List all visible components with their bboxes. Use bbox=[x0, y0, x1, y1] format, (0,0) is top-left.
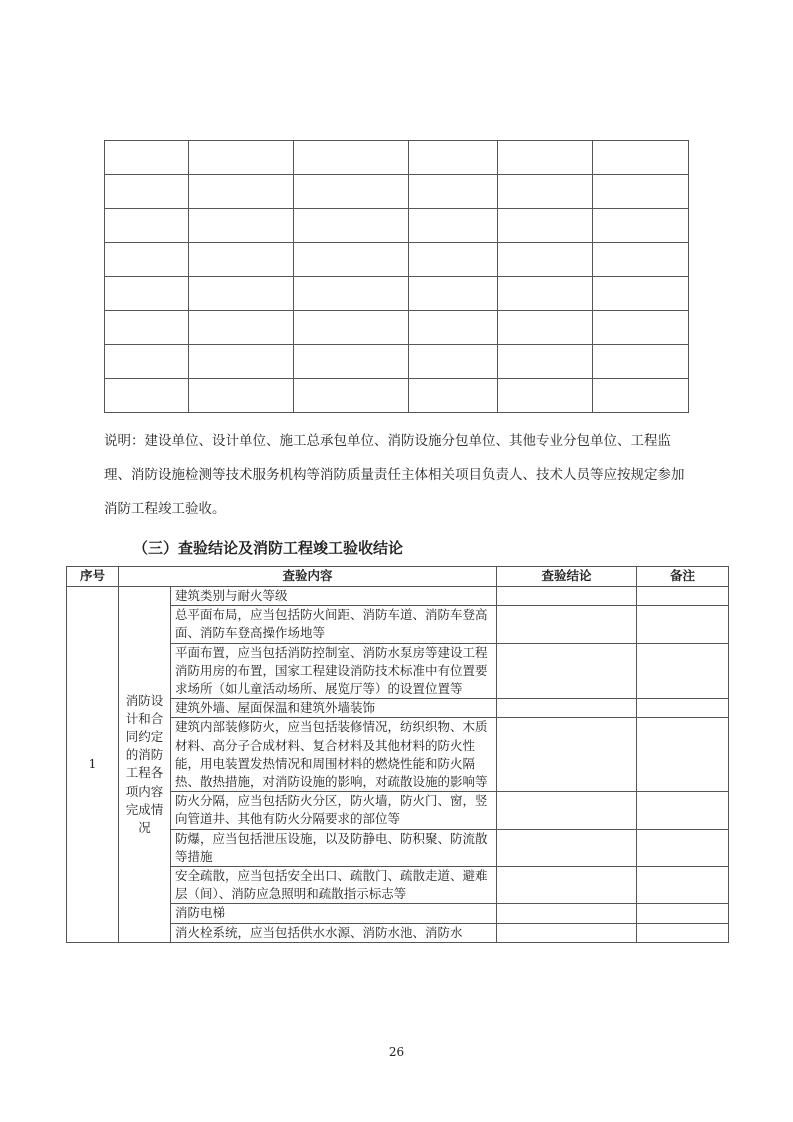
empty-cell bbox=[497, 379, 592, 413]
remarks-cell bbox=[637, 643, 729, 699]
empty-cell bbox=[294, 311, 409, 345]
empty-cell bbox=[189, 379, 294, 413]
section-title: （三）查验结论及消防工程竣工验收结论 bbox=[133, 539, 404, 557]
empty-cell bbox=[189, 243, 294, 277]
seq-cell: 1 bbox=[67, 587, 119, 943]
empty-cell bbox=[189, 277, 294, 311]
empty-cell bbox=[105, 175, 189, 209]
empty-cell bbox=[497, 141, 592, 175]
empty-cell bbox=[294, 243, 409, 277]
content-cell: 防火分隔，应当包括防火分区，防火墙，防火门、窗，竖向管道井、其他有防火分隔要求的部位等 bbox=[171, 792, 497, 829]
empty-cell bbox=[497, 277, 592, 311]
page-number: 26 bbox=[388, 1045, 405, 1059]
conclusion-cell bbox=[497, 699, 637, 718]
empty-cell bbox=[189, 175, 294, 209]
empty-cell bbox=[497, 175, 592, 209]
note-paragraph: 说明：建设单位、设计单位、施工总承包单位、消防设施分包单位、其他专业分包单位、工程监理、消防设施检测等技术服务机构等消防质量责任主体相关项目负责人、技术人员等应按规定参加消防工程竣工验收。 bbox=[104, 433, 685, 517]
content-cell: 安全疏散，应当包括安全出口、疏散门、疏散走道、避难层（间）、消防应急照明和疏散指示标志等 bbox=[171, 867, 497, 904]
remarks-cell bbox=[637, 587, 729, 606]
conclusion-cell bbox=[497, 718, 637, 792]
table-row bbox=[105, 277, 689, 311]
remarks-cell bbox=[637, 829, 729, 866]
empty-cell bbox=[408, 345, 497, 379]
empty-cell bbox=[294, 277, 409, 311]
empty-cell bbox=[408, 175, 497, 209]
empty-cell bbox=[497, 243, 592, 277]
empty-cell bbox=[189, 209, 294, 243]
remarks-cell bbox=[637, 718, 729, 792]
content-cell: 总平面布局，应当包括防火间距、消防车道、消防车登高面、消防车登高操作场地等 bbox=[171, 606, 497, 643]
empty-cell bbox=[105, 141, 189, 175]
empty-cell bbox=[497, 209, 592, 243]
remarks-cell bbox=[637, 867, 729, 904]
content-cell: 消防电梯 bbox=[171, 904, 497, 923]
remarks-cell bbox=[637, 923, 729, 942]
empty-cell bbox=[592, 209, 688, 243]
table-row bbox=[105, 311, 689, 345]
empty-cell bbox=[497, 345, 592, 379]
header-content: 查验内容 bbox=[119, 567, 497, 587]
table-header-row bbox=[67, 567, 729, 587]
table-row bbox=[105, 209, 689, 243]
empty-cell bbox=[592, 311, 688, 345]
empty-cell bbox=[294, 141, 409, 175]
table-row bbox=[105, 141, 689, 175]
conclusion-cell bbox=[497, 792, 637, 829]
content-cell: 建筑类别与耐火等级 bbox=[171, 587, 497, 606]
signature-table bbox=[104, 140, 689, 413]
remarks-cell bbox=[637, 606, 729, 643]
empty-cell bbox=[408, 209, 497, 243]
conclusion-cell bbox=[497, 829, 637, 866]
header-seq: 序号 bbox=[67, 567, 119, 587]
remarks-cell bbox=[637, 904, 729, 923]
empty-cell bbox=[105, 311, 189, 345]
empty-cell bbox=[592, 345, 688, 379]
empty-cell bbox=[592, 277, 688, 311]
content-cell: 平面布置，应当包括消防控制室、消防水泵房等建设工程消防用房的布置，国家工程建设消防技术标准中有位置要求场所（如儿童活动场所、展览厅等）的设置位置等 bbox=[171, 643, 497, 699]
empty-cell bbox=[592, 379, 688, 413]
empty-cell bbox=[408, 379, 497, 413]
conclusion-cell bbox=[497, 867, 637, 904]
conclusion-cell bbox=[497, 904, 637, 923]
remarks-cell bbox=[637, 699, 729, 718]
content-cell: 建筑外墙、屋面保温和建筑外墙装饰 bbox=[171, 699, 497, 718]
conclusion-cell bbox=[497, 643, 637, 699]
empty-cell bbox=[294, 345, 409, 379]
table-row bbox=[105, 175, 689, 209]
empty-cell bbox=[105, 345, 189, 379]
empty-cell bbox=[408, 311, 497, 345]
empty-cell bbox=[105, 243, 189, 277]
empty-cell bbox=[592, 243, 688, 277]
empty-cell bbox=[497, 311, 592, 345]
empty-cell bbox=[294, 175, 409, 209]
table-row bbox=[67, 587, 729, 606]
conclusion-cell bbox=[497, 923, 637, 942]
category-cell: 消防设计和合同约定的消防工程各项内容完成情况 bbox=[119, 587, 171, 943]
empty-cell bbox=[592, 175, 688, 209]
empty-cell bbox=[408, 243, 497, 277]
empty-cell bbox=[105, 277, 189, 311]
header-remarks: 备注 bbox=[637, 567, 729, 587]
empty-cell bbox=[189, 345, 294, 379]
conclusion-cell bbox=[497, 606, 637, 643]
empty-cell bbox=[294, 209, 409, 243]
content-cell: 防爆，应当包括泄压设施，以及防静电、防积聚、防流散等措施 bbox=[171, 829, 497, 866]
empty-cell bbox=[105, 209, 189, 243]
content-cell: 消火栓系统，应当包括供水水源、消防水池、消防水 bbox=[171, 923, 497, 942]
empty-cell bbox=[592, 141, 688, 175]
empty-cell bbox=[105, 379, 189, 413]
empty-cell bbox=[294, 379, 409, 413]
empty-cell bbox=[189, 141, 294, 175]
table-row bbox=[105, 345, 689, 379]
inspection-table bbox=[66, 566, 729, 943]
content-cell: 建筑内部装修防火，应当包括装修情况，纺织织物、木质材料、高分子合成材料、复合材料及其他材料的防火性能，用电装置发热情况和周围材料的燃烧性能和防火隔热、散热措施，对消防设施的影响，对疏散设施的影响等 bbox=[171, 718, 497, 792]
empty-cell bbox=[408, 277, 497, 311]
header-conclusion: 查验结论 bbox=[497, 567, 637, 587]
empty-cell bbox=[189, 311, 294, 345]
conclusion-cell bbox=[497, 587, 637, 606]
remarks-cell bbox=[637, 792, 729, 829]
empty-cell bbox=[408, 141, 497, 175]
table-row bbox=[105, 379, 689, 413]
table-row bbox=[105, 243, 689, 277]
